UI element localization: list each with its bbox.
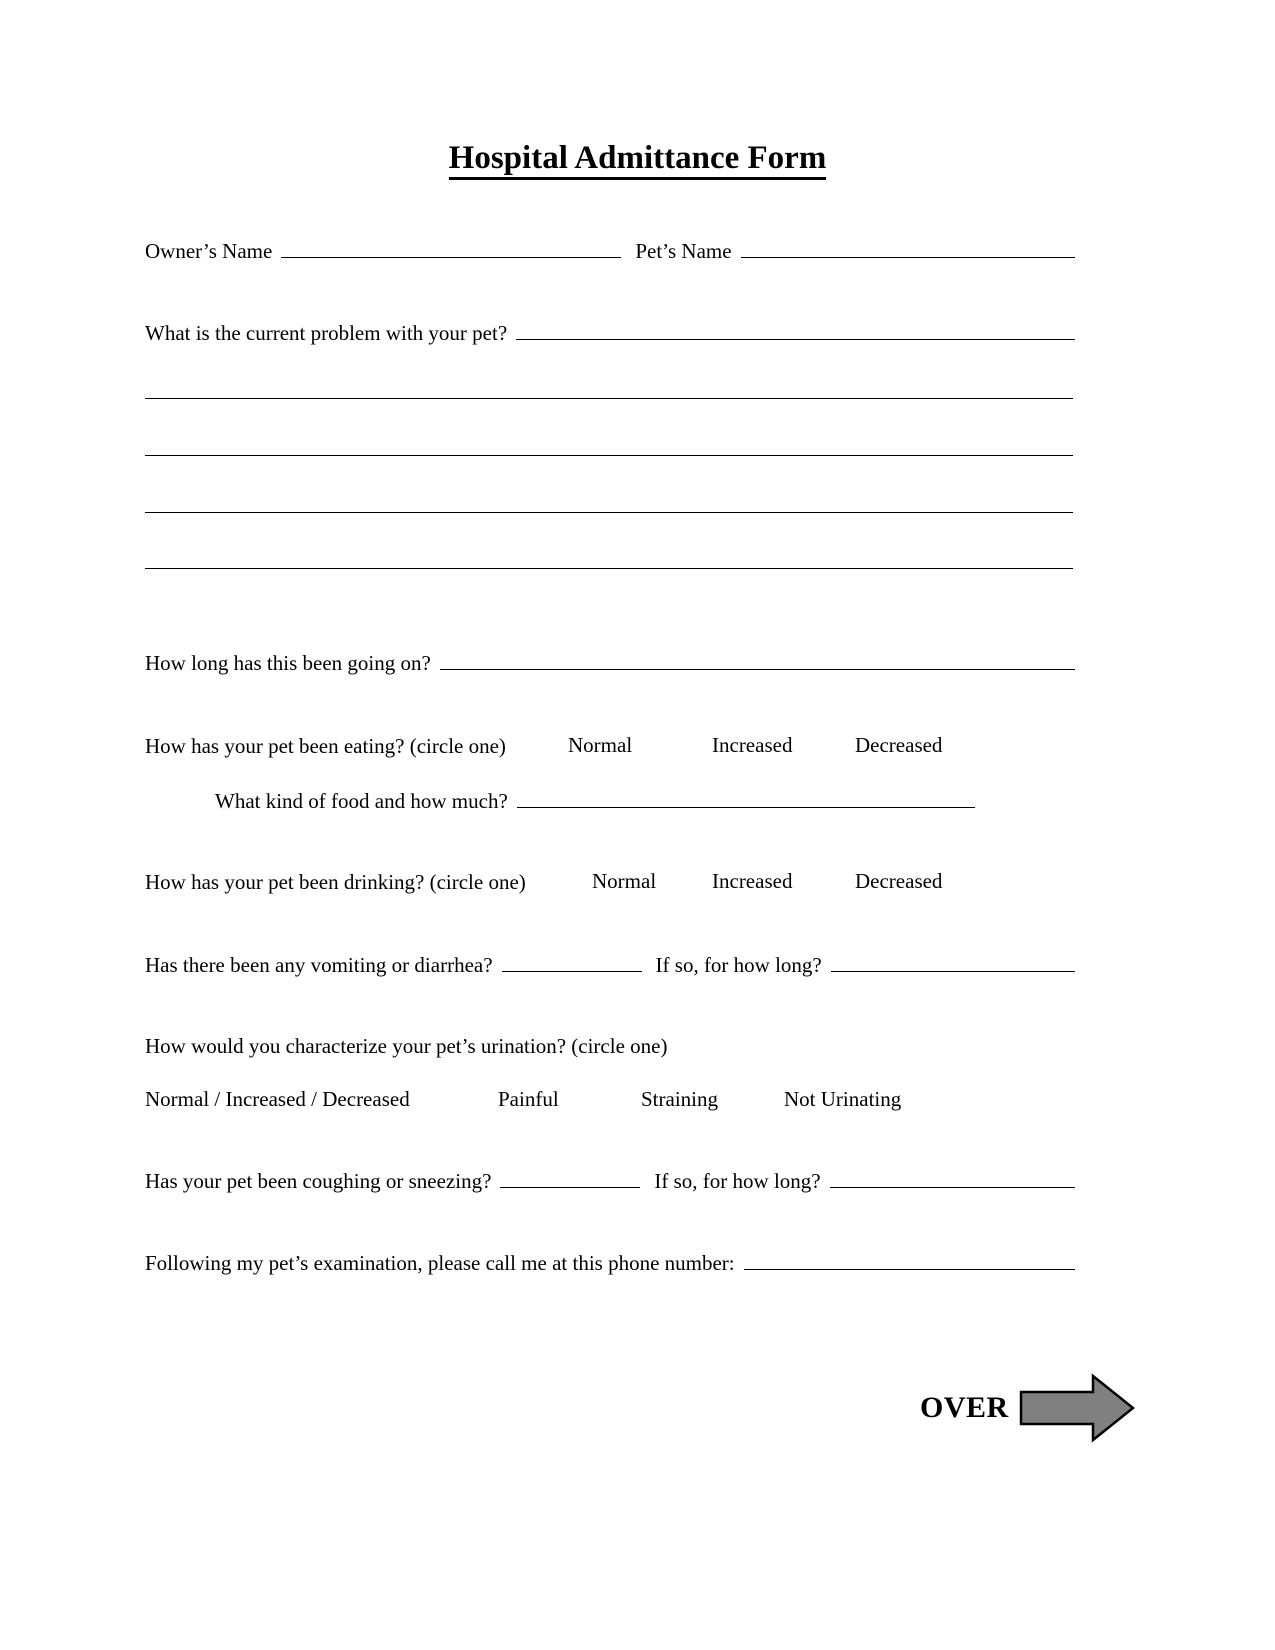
- food-kind-row: [215, 788, 975, 814]
- food-kind-input[interactable]: [517, 789, 975, 808]
- urination-option-painful-wrap: [498, 1087, 559, 1112]
- urination-row: [145, 1033, 1075, 1059]
- pet-name-input[interactable]: [741, 239, 1075, 258]
- coughing-followup-input[interactable]: [830, 1169, 1075, 1188]
- page-title: [0, 140, 1275, 177]
- how-long-row: [145, 650, 1075, 676]
- urination-option-normal-increased-decreased[interactable]: Normal / Increased / Decreased: [145, 1087, 410, 1111]
- vomiting-row: [145, 952, 1075, 978]
- current-problem-row: [145, 320, 1075, 346]
- over-indicator: [920, 1372, 1137, 1444]
- urination-option-painful[interactable]: Painful: [498, 1087, 559, 1111]
- eating-label: How has your pet been eating? (circle one): [145, 734, 506, 758]
- phone-row: [145, 1250, 1075, 1276]
- drinking-options-normal: [592, 869, 656, 894]
- coughing-followup-label: If so, for how long?: [654, 1169, 821, 1193]
- food-kind-label: What kind of food and how much?: [215, 789, 508, 813]
- blank-writing-line[interactable]: [145, 398, 1073, 399]
- over-label: OVER: [920, 1391, 1009, 1424]
- current-problem-label: What is the current problem with your pet?: [145, 321, 508, 345]
- urination-option-not-urinating[interactable]: Not Urinating: [784, 1087, 902, 1111]
- urination-label: How would you characterize your pet’s urination? (circle one): [145, 1034, 668, 1058]
- vomiting-followup-label: If so, for how long?: [655, 953, 822, 977]
- vomiting-followup-input[interactable]: [831, 953, 1075, 972]
- vomiting-input[interactable]: [502, 953, 642, 972]
- eating-option-decreased[interactable]: Decreased: [855, 733, 943, 757]
- how-long-label: How long has this been going on?: [145, 651, 431, 675]
- current-problem-input[interactable]: [516, 321, 1075, 340]
- urination-option-normal-increased-decreased-wrap: [145, 1087, 410, 1112]
- drinking-options-increased: [712, 869, 792, 894]
- right-arrow-icon: [1017, 1372, 1137, 1444]
- drinking-label: How has your pet been drinking? (circle one): [145, 870, 526, 894]
- blank-writing-line[interactable]: [145, 512, 1073, 513]
- coughing-label: Has your pet been coughing or sneezing?: [145, 1169, 492, 1193]
- eating-options-increased: [712, 733, 792, 758]
- eating-options: [568, 733, 632, 758]
- drinking-option-decreased[interactable]: Decreased: [855, 869, 943, 893]
- page-title-text: Hospital Admittance Form: [449, 140, 827, 180]
- coughing-row: [145, 1168, 1075, 1194]
- owner-name-label: Owner’s Name: [145, 239, 273, 263]
- how-long-input[interactable]: [440, 651, 1075, 670]
- eating-option-normal[interactable]: Normal: [568, 733, 633, 757]
- phone-input[interactable]: [744, 1251, 1075, 1270]
- coughing-input[interactable]: [500, 1169, 640, 1188]
- urination-option-straining[interactable]: Straining: [641, 1087, 718, 1111]
- vomiting-label: Has there been any vomiting or diarrhea?: [145, 953, 493, 977]
- blank-writing-line[interactable]: [145, 455, 1073, 456]
- urination-option-not-urinating-wrap: [784, 1087, 901, 1112]
- phone-label: Following my pet’s examination, please call me at this phone number:: [145, 1251, 735, 1275]
- drinking-option-increased[interactable]: Increased: [712, 869, 793, 893]
- drinking-option-normal[interactable]: Normal: [592, 869, 657, 893]
- urination-option-straining-wrap: [641, 1087, 718, 1112]
- names-row: [145, 238, 1075, 264]
- eating-option-increased[interactable]: Increased: [712, 733, 793, 757]
- pet-name-label: Pet’s Name: [635, 239, 732, 263]
- drinking-options-decreased: [855, 869, 942, 894]
- blank-writing-line[interactable]: [145, 568, 1073, 569]
- owner-name-input[interactable]: [281, 239, 621, 258]
- eating-options-decreased: [855, 733, 942, 758]
